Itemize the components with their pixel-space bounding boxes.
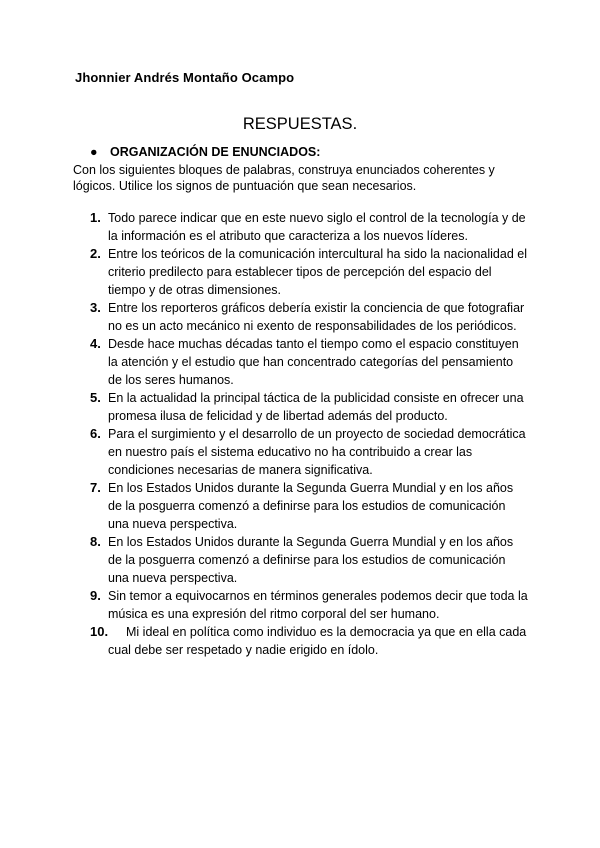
list-item [0, 425, 600, 479]
item-text: Desde hace muchas décadas tanto el tiempo como el espacio constituyen la atención y el estudio que han concentrado categorías del pensamiento de los seres humanos. [108, 337, 519, 387]
item-number: 7. [90, 480, 101, 495]
item-number: 2. [90, 246, 101, 261]
list-item [0, 533, 600, 587]
item-text: Sin temor a equivocarnos en términos generales podemos decir que toda la música es una expresión del ritmo corporal del ser humano. [108, 589, 528, 621]
item-text: Entre los teóricos de la comunicación intercultural ha sido la nacionalidad el criterio predilecto para establecer tipos de percepción del espacio del tiempo y de otras dimensiones. [108, 247, 527, 297]
list-item [0, 623, 600, 659]
item-number: 9. [90, 588, 101, 603]
item-number: 4. [90, 336, 101, 351]
item-number: 1. [90, 210, 101, 225]
section-heading [90, 145, 320, 159]
item-number: 3. [90, 300, 101, 315]
bullet-icon: ● [90, 145, 98, 159]
list-item [0, 209, 600, 245]
item-text: En la actualidad la principal táctica de la publicidad consiste en ofrecer una promesa ilusa de felicidad y de libertad además del producto. [108, 391, 524, 423]
item-text: En los Estados Unidos durante la Segunda Guerra Mundial y en los años de la posguerra comenzó a definirse para los estudios de comunicación una nueva perspectiva. [108, 481, 514, 531]
list-item [0, 479, 600, 533]
item-number: 10. [90, 624, 109, 639]
list-item [0, 299, 600, 335]
item-text: En los Estados Unidos durante la Segunda Guerra Mundial y en los años de la posguerra comenzó a definirse para los estudios de comunicación una nueva perspectiva. [108, 535, 514, 585]
answers-list [0, 209, 600, 659]
item-number: 6. [90, 426, 101, 441]
section-heading-text: ORGANIZACIÓN DE ENUNCIADOS: [110, 145, 321, 159]
item-text: Todo parece indicar que en este nuevo siglo el control de la tecnología y de la información es el atributo que caracteriza a los nuevos líderes. [108, 211, 526, 243]
list-item [0, 335, 600, 389]
list-item [0, 245, 600, 299]
page-title: RESPUESTAS. [242, 115, 358, 133]
author-name: Jhonnier Andrés Montaño Ocampo [75, 70, 295, 85]
section-intro: Con los siguientes bloques de palabras, construya enunciados coherentes y lógicos. Utilice los signos de puntuación que sean necesarios. [73, 163, 495, 193]
item-number: 5. [90, 390, 101, 405]
item-text: Para el surgimiento y el desarrollo de un proyecto de sociedad democrática en nuestro país el sistema educativo no ha contribuido a crear las condiciones necesarias de manera significativa. [108, 427, 526, 477]
list-item [0, 587, 600, 623]
item-number: 8. [90, 534, 101, 549]
item-text: Entre los reporteros gráficos debería existir la conciencia de que fotografiar no es un acto mecánico ni exento de responsabilidades de los periódicos. [108, 301, 525, 333]
item-text: Mi ideal en política como individuo es la democracia ya que en ella cada cual debe ser respetado y nadie erigido en ídolo. [108, 625, 527, 657]
list-item [0, 389, 600, 425]
